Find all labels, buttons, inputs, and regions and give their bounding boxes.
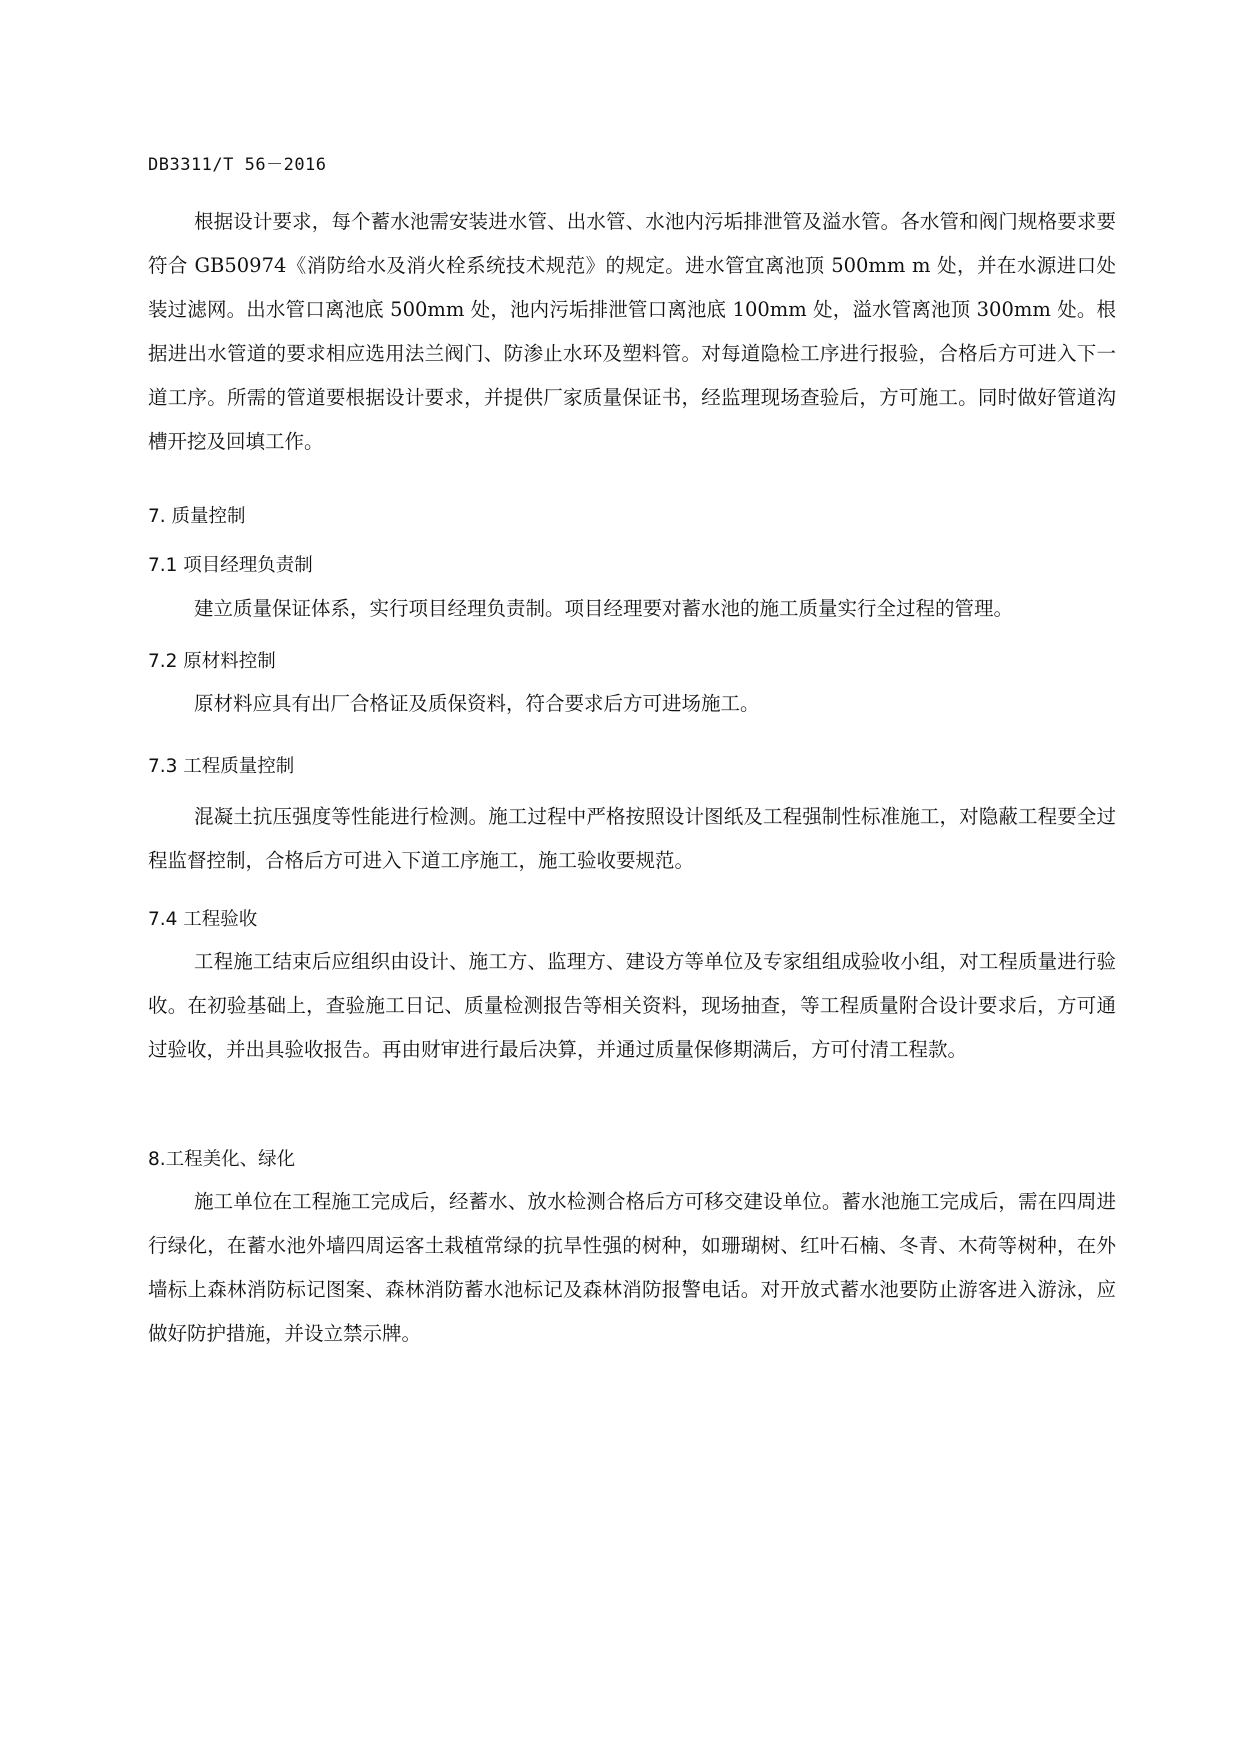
heading-8: 8.工程美化、绿化 [148,1149,296,1170]
paragraph-7-1: 建立质量保证体系，实行项目经理负责制。项目经理要对蓄水池的施工质量实行全过程的管理。 [194,597,1014,620]
paragraph-8: 施工单位在工程施工完成后，经蓄水、放水检测合格后方可移交建设单位。蓄水池施工完成后，需在四周进行绿化，在蓄水池外墙四周运客土栽植常绿的抗旱性强的树种，如珊瑚树、红叶石楠、冬青、木荷等树种，在外墙标上森林消防标记图案、森林消防蓄水池标记及森林消防报警电话。对开放式蓄水池要防止游客进入游泳，应做好防护措施，并设立禁示牌。 [148,1190,1116,1345]
heading-7-1: 7.1 项目经理负责制 [148,555,313,576]
paragraph-pipes: 根据设计要求，每个蓄水池需安装进水管、出水管、水池内污垢排泄管及溢水管。各水管和阀门规格要求要符合 GB50974《消防给水及消火栓系统技术规范》的规定。进水管宜离池顶 500mm m 处，并在水源进口处装过滤网。出水管口离池底 500mm 处，池内污垢排泄管口离池底 100mm 处，溢水管离池顶 300mm 处。根据进出水管道的要求相应选用法兰阀门、防渗止水环及塑料管。对每道隐检工序进行报验，合格后方可进入下一道工序。所需的管道要根据设计要求，并提供厂家质量保证书，经监理现场查验后，方可施工。同时做好管道沟槽开挖及回填工作。 [148,210,1116,453]
paragraph-7-3: 混凝土抗压强度等性能进行检测。施工过程中严格按照设计图纸及工程强制性标准施工，对隐蔽工程要全过程监督控制，合格后方可进入下道工序施工，施工验收要规范。 [148,805,1116,872]
heading-quality-control: 7. 质量控制 [148,506,246,527]
heading-7-2: 7.2 原材料控制 [148,651,276,672]
heading-7-3: 7.3 工程质量控制 [148,756,295,777]
heading-7-4: 7.4 工程验收 [148,909,258,930]
paragraph-7-4: 工程施工结束后应组织由设计、施工方、监理方、建设方等单位及专家组组成验收小组，对工程质量进行验收。在初验基础上，查验施工日记、质量检测报告等相关资料，现场抽查，等工程质量附合设计要求后，方可通过验收，并出具验收报告。再由财审进行最后决算，并通过质量保修期满后，方可付清工程款。 [148,950,1116,1061]
paragraph-7-2: 原材料应具有出厂合格证及质保资料，符合要求后方可进场施工。 [194,692,760,715]
document-id: DB3311/T 56－2016 [148,155,327,175]
